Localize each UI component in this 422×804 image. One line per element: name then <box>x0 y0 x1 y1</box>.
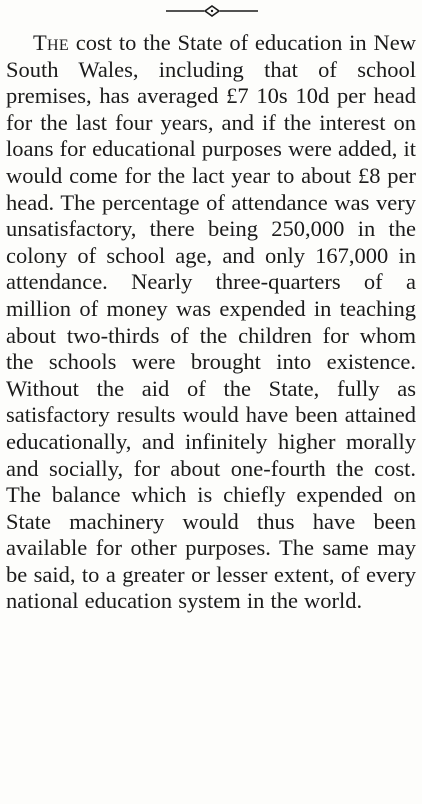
article-body-text: cost to the State of education in New South Wales, including that of school premises, has averaged £7 10s 10d per head for the last four years, and if the interest on loans for educational purposes were added, it would come for the lact year to about £8 per head. The percentage of attendance was very unsatisfactory, there being 250,000 in the colony of school age, and only 167,000 in attendance. Nearly three-quarters of a million of money was expended in teaching about two-thirds of the children for whom the schools were brought into existence. Without the aid of the State, fully as satisfactory results would have been attained educationally, and infinitely higher morally and socially, for about one-fourth the cost. The balance which is chiefly expended on State machinery would thus have been available for other purposes. The same may be said, to a greater or lesser extent, of every national education system in the world. <box>6 30 416 614</box>
lead-word: The <box>33 30 69 55</box>
diamond-rule-ornament-icon <box>166 5 258 17</box>
article-paragraph <box>6 30 416 615</box>
